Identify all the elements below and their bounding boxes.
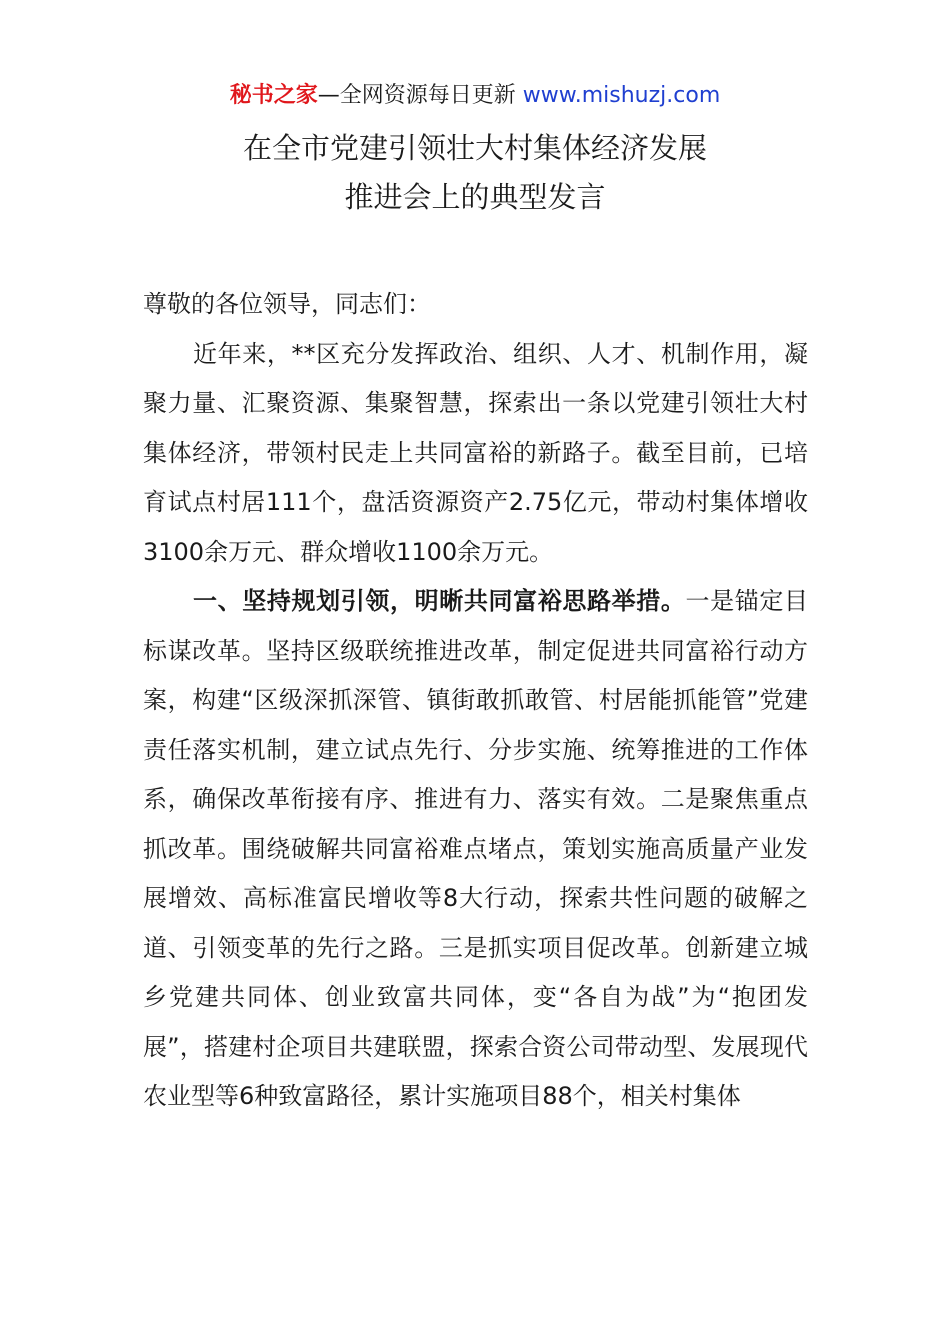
paragraph-intro: 近年来，**区充分发挥政治、组织、人才、机制作用，凝聚力量、汇聚资源、集聚智慧，探索出一条以党建引领壮大村集体经济，带领村民走上共同富裕的新路子。截至目前，已培育试点村居111个，盘活资源资产2.75亿元，带动村集体增收3100余万元、群众增收1100余万元。 bbox=[143, 339, 808, 566]
salutation: 尊敬的各位领导，同志们： bbox=[143, 290, 431, 318]
brand-name: 秘书之家 bbox=[229, 83, 318, 108]
section-1-heading: 一、坚持规划引领，明晰共同富裕思路举措。 bbox=[193, 587, 686, 615]
header-slogan: —全网资源每日更新 bbox=[317, 83, 523, 108]
section-1-text: 一是锚定目标谋改革。坚持区级联统推进改革，制定促进共同富裕行动方案，构建“区级深抓深管、镇街敢抓敢管、村居能抓能管”党建责任落实机制，建立试点先行、分步实施、统筹推进的工作体系，确保改革衔接有序、推进有力、落实有效。二是聚焦重点抓改革。围绕破解共同富裕难点堵点，策划实施高质量产业发展增效、高标准富民增收等8大行动，探索共性问题的破解之道、引领变革的先行之路。三是抓实项目促改革。创新建立城乡党建共同体、创业致富共同体，变“各自为战”为“抱团发展”，搭建村企项目共建联盟，探索合资公司带动型、发展现代农业型等6种致富路径，累计实施项目88个，相关村集体 bbox=[143, 587, 808, 1110]
document-title-line-2: 推进会上的典型发言 bbox=[344, 180, 606, 214]
document-body bbox=[143, 280, 808, 1122]
site-url-link[interactable]: www.mishuzj.com bbox=[522, 83, 721, 108]
site-header bbox=[0, 80, 950, 112]
document-title-line-1: 在全市党建引领壮大村集体经济发展 bbox=[242, 131, 707, 165]
paragraph-section-1 bbox=[143, 577, 808, 1122]
